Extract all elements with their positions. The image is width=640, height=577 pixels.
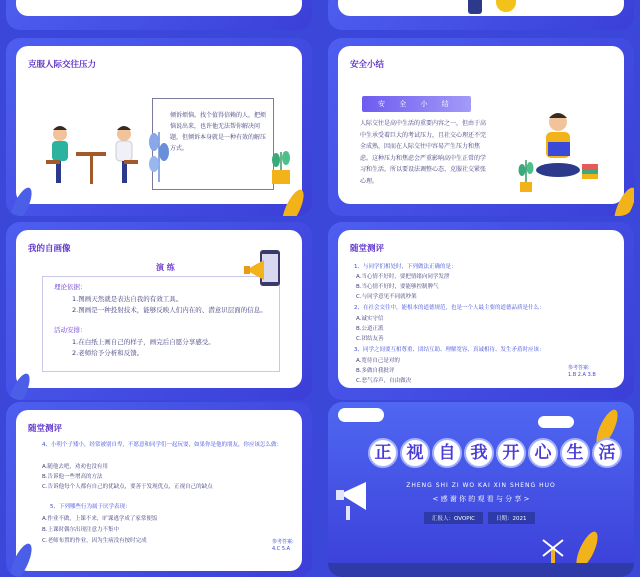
reporter-label: 汇报人：OVOPIC bbox=[424, 512, 483, 524]
title-char: 开 bbox=[496, 438, 526, 468]
q3-option-c[interactable]: C.恶气吞声，自由做决 bbox=[356, 378, 412, 384]
thanks-text: < 感 谢 你 的 观 看 与 分 享 > bbox=[432, 495, 530, 503]
title-char: 心 bbox=[528, 438, 558, 468]
theory-item-1: 1.图画天然就是表达自我的有效工具。 bbox=[72, 295, 183, 303]
slide-body: 人际交往是高中生活的重要内容之一，但由于高中生承受着巨大的考试压力，且社交心理还不完全成熟，因而在人际交往中容易产生压力和焦虑。这种压力和焦虑会严重影响高中生正常的学习和生活，所以要设法调整心态、克服社交紧张心理。 bbox=[360, 120, 487, 185]
q5-option-b[interactable]: B.上课时偶尔出现注意力不集中 bbox=[42, 527, 120, 533]
q2-option-b[interactable]: B.公道正派 bbox=[356, 326, 384, 332]
title-char: 视 bbox=[400, 438, 430, 468]
cloud-decoration bbox=[538, 416, 574, 428]
activity-item-2: 2.老师给予分析和反馈。 bbox=[72, 349, 144, 357]
slide-top-left[interactable] bbox=[6, 0, 312, 30]
answer-value: 4.C 5.A bbox=[272, 546, 291, 552]
plant-icon bbox=[146, 122, 172, 182]
question-4: 4、小明个子矮小，经常被别自卑，不愿意和同学们一起玩耍，如果你是他的朋友，你应该怎么做： bbox=[42, 442, 283, 448]
reading-student-illustration bbox=[524, 108, 604, 188]
q4-option-a[interactable]: A.随他去吧，劝劝也没有用 bbox=[42, 464, 108, 470]
slide-title: 克服人际交往压力 bbox=[28, 60, 97, 70]
q4-option-c[interactable]: C.告诉他每个人都有自己的优缺点，要善于发现优点，正视自己的缺点 bbox=[42, 484, 213, 490]
answer-value: 1.B 2.A 3.B bbox=[568, 372, 596, 378]
slide-title: 安全小结 bbox=[350, 60, 385, 70]
q1-option-c[interactable]: C.与同学意见不同就吵架 bbox=[356, 294, 417, 300]
q5-option-c[interactable]: C.老师布置的作业，因为生病没有按时完成 bbox=[42, 538, 147, 544]
summary-badge: 安 全 小 结 bbox=[362, 96, 471, 112]
date-label: 日期：2021 bbox=[488, 512, 535, 524]
conversation-illustration bbox=[38, 120, 148, 190]
q1-option-b[interactable]: B.当心情不好时，要能够控制脾气 bbox=[356, 284, 439, 290]
theory-item-2: 2.图画是一种投射技术，能够反映人们内在的、潜意识层面的信息。 bbox=[72, 306, 267, 314]
question-1: 1、与同学们相处时，下列做法正确的是： bbox=[354, 264, 457, 270]
slide-title: 随堂测评 bbox=[350, 244, 385, 254]
title-char: 活 bbox=[592, 438, 622, 468]
q2-option-c[interactable]: C.团结友善 bbox=[356, 336, 384, 342]
title-char: 生 bbox=[560, 438, 590, 468]
slide-title: 随堂测评 bbox=[28, 424, 63, 434]
slide-body: 倾诉烦恼。找个值得信赖的人，把烦恼说出来，也许他无法帮你解决问题，但倾诉本身就是一种有效的解压方式。 bbox=[170, 112, 267, 152]
q2-option-a[interactable]: A.诚实守信 bbox=[356, 316, 384, 322]
cloud-decoration bbox=[338, 408, 384, 422]
q1-option-a[interactable]: A.当心情不好时，要把情绪向同学发泄 bbox=[356, 274, 450, 280]
potted-plant-icon bbox=[268, 146, 294, 186]
figure-legs bbox=[468, 0, 482, 14]
slide-title: 我的自画像 bbox=[28, 244, 71, 254]
activity-item-1: 1.在白纸上画自己的样子，画完后自愿分享感受。 bbox=[72, 338, 215, 346]
q4-option-b[interactable]: B.告诉他一些增高的方法 bbox=[42, 474, 103, 480]
activity-label: 活动安排： bbox=[54, 326, 87, 334]
windmill-icon bbox=[538, 536, 568, 566]
slide-interpersonal-pressure[interactable] bbox=[6, 38, 312, 216]
title-char: 我 bbox=[464, 438, 494, 468]
answer-label: 参考答案: bbox=[568, 365, 590, 371]
slide-safety-summary[interactable] bbox=[328, 38, 634, 216]
plant-icon bbox=[516, 154, 536, 194]
question-3: 3、同学之间要互相尊重、团结互助、理解宽容、真诚相待、发生矛盾时应该： bbox=[354, 347, 545, 353]
question-5: 5、下列哪些行为属于厌学表现： bbox=[50, 504, 131, 510]
closing-title bbox=[368, 438, 622, 468]
slide-closing[interactable] bbox=[328, 402, 634, 577]
ground bbox=[328, 563, 634, 577]
title-pinyin: ZHENG SHI ZI WO KAI XIN SHENG HUO bbox=[406, 482, 556, 489]
q3-option-a[interactable]: A.宽待自己是对的 bbox=[356, 358, 400, 364]
title-char: 正 bbox=[368, 438, 398, 468]
q3-option-b[interactable]: B.多做自我批评 bbox=[356, 368, 395, 374]
title-char: 自 bbox=[432, 438, 462, 468]
question-2: 2、在社会交往中，能根本的道德规范，也是一个人最主要的道德品质是什么： bbox=[354, 305, 545, 311]
theory-label: 理论依据： bbox=[54, 283, 87, 291]
practice-heading: 演 练 bbox=[156, 263, 175, 272]
slide-self-portrait[interactable] bbox=[6, 222, 312, 400]
slide-top-right[interactable] bbox=[328, 0, 634, 30]
q5-option-a[interactable]: A.作业不做，上课不来，旷课逃学成了家常便饭 bbox=[42, 516, 158, 522]
megaphone-phone-icon bbox=[244, 248, 288, 292]
slide-quiz-1[interactable] bbox=[328, 222, 634, 400]
slide-quiz-2[interactable] bbox=[6, 402, 312, 577]
megaphone-icon bbox=[336, 472, 376, 522]
answer-label: 参考答案: bbox=[272, 539, 294, 545]
